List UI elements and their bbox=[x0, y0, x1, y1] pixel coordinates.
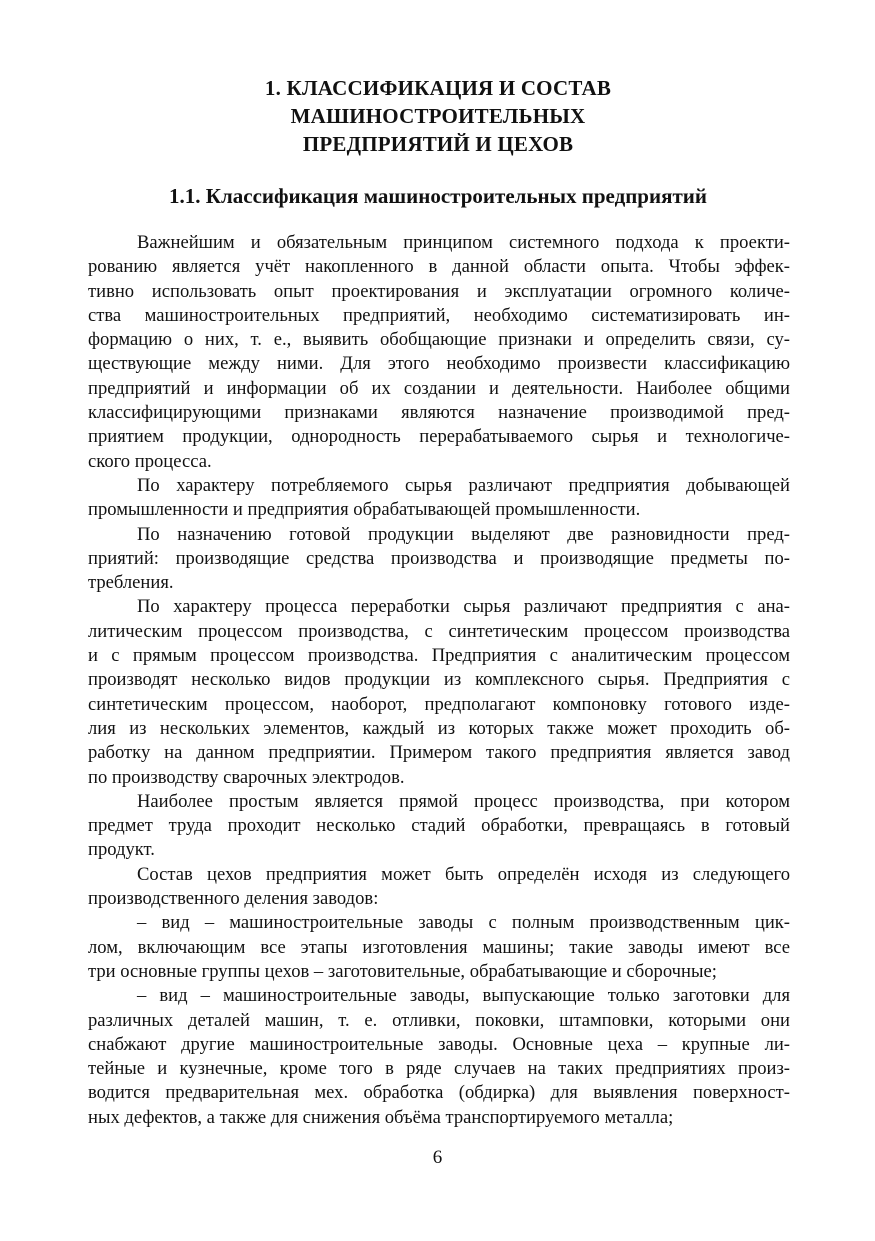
chapter-title bbox=[88, 74, 788, 158]
text-line: тивно использовать опыт проектирования и эксплуатации огромного количе- bbox=[88, 280, 790, 302]
text-line: промышленности и предприятия обрабатывающей промышленности. bbox=[88, 499, 641, 521]
page-number: 6 bbox=[432, 1147, 443, 1168]
chapter-title-line: МАШИНОСТРОИТЕЛЬНЫХ bbox=[290, 104, 586, 128]
text-line: производственного деления заводов: bbox=[88, 888, 379, 910]
text-line: Наиболее простым является прямой процесс производства, при котором bbox=[137, 790, 790, 812]
text-line: производят несколько видов продукции из комплексного сырья. Предприятия с bbox=[88, 669, 790, 691]
chapter-title-line: 1. КЛАССИФИКАЦИЯ И СОСТАВ bbox=[264, 76, 612, 100]
text-line: ского процесса. bbox=[88, 450, 212, 472]
text-line: – вид – машиностроительные заводы с полным производственным цик- bbox=[137, 912, 790, 934]
text-line: водится предварительная мех. обработка (обдирка) для выявления поверхност- bbox=[88, 1082, 790, 1104]
text-line: По характеру потребляемого сырья различают предприятия добывающей bbox=[137, 474, 790, 496]
chapter-title-line: ПРЕДПРИЯТИЙ И ЦЕХОВ bbox=[302, 132, 574, 156]
text-line: предмет труда проходит несколько стадий обработки, превращаясь в готовый bbox=[88, 815, 790, 837]
text-line: литическим процессом производства, с синтетическим процессом производства bbox=[88, 620, 790, 642]
text-line: лия из нескольких элементов, каждый из которых также может проходить об- bbox=[88, 717, 790, 739]
text-line: снабжают другие машиностроительные заводы. Основные цеха – крупные ли- bbox=[88, 1033, 790, 1055]
text-line: ществующие между ними. Для этого необходимо произвести классификацию bbox=[88, 353, 790, 375]
text-line: формацию о них, т. е., выявить обобщающие признаки и определить связи, су- bbox=[88, 329, 790, 351]
body-text bbox=[88, 231, 790, 1130]
text-line: три основные группы цехов – заготовительные, обрабатывающие и сборочные; bbox=[88, 960, 717, 982]
text-line: По характеру процесса переработки сырья различают предприятия с ана- bbox=[137, 596, 790, 618]
text-line: классифицирующими признаками являются назначение производимой пред- bbox=[88, 402, 790, 424]
text-line: приятием продукции, однородность перерабатываемого сырья и технологиче- bbox=[88, 426, 790, 448]
text-line: приятий: производящие средства производства и производящие предметы по- bbox=[88, 547, 790, 569]
text-line: синтетическим процессом, наоборот, предполагают компоновку готового изде- bbox=[88, 693, 790, 715]
text-line: лом, включающим все этапы изготовления машины; такие заводы имеют все bbox=[88, 936, 790, 958]
text-line: продукт. bbox=[88, 839, 155, 861]
text-line: Состав цехов предприятия может быть определён исходя из следующего bbox=[137, 863, 790, 885]
text-line: требления. bbox=[88, 572, 174, 594]
text-line: тейные и кузнечные, кроме того в ряде случаев на таких предприятиях произ- bbox=[88, 1058, 790, 1080]
text-line: по производству сварочных электродов. bbox=[88, 766, 405, 788]
section-title: 1.1. Классификация машиностроительных предприятий bbox=[169, 184, 707, 208]
text-line: и с прямым процессом производства. Предприятия с аналитическим процессом bbox=[88, 645, 790, 667]
text-line: По назначению готовой продукции выделяют две разновидности пред- bbox=[137, 523, 790, 545]
text-line: – вид – машиностроительные заводы, выпускающие только заготовки для bbox=[137, 985, 790, 1007]
text-line: различных деталей машин, т. е. отливки, поковки, штамповки, которыми они bbox=[88, 1009, 790, 1031]
text-line: ных дефектов, а также для снижения объёма транспортируемого металла; bbox=[88, 1106, 674, 1128]
text-line: работку на данном предприятии. Примером такого предприятия является завод bbox=[88, 742, 790, 764]
text-line: рованию является учёт накопленного в данной области опыта. Чтобы эффек- bbox=[88, 256, 790, 278]
text-line: ства машиностроительных предприятий, необходимо систематизировать ин- bbox=[88, 304, 790, 326]
text-line: предприятий и информации об их создании и деятельности. Наиболее общими bbox=[88, 377, 790, 399]
text-line: Важнейшим и обязательным принципом системного подхода к проекти- bbox=[137, 232, 790, 253]
